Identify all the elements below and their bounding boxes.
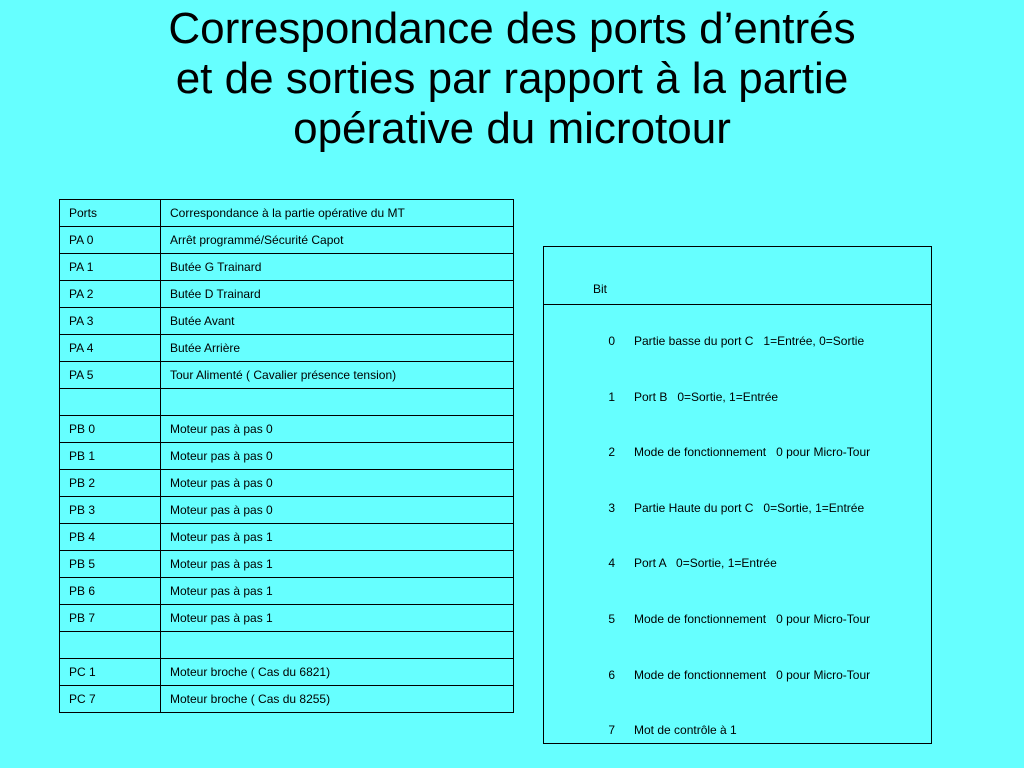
port-cell: PA 1 [60,254,161,281]
bit-description-cell: Partie Haute du port C 0=Sortie, 1=Entrée [634,500,865,515]
bit-description-cell: Partie basse du port C 1=Entrée, 0=Sortie [634,334,865,348]
port-description-cell: Butée Arrière [161,335,514,362]
title-line-2: et de sorties par rapport à la partie [175,54,849,103]
port-cell: PB 7 [60,605,161,632]
ports-header-col1: Ports [60,200,161,227]
table-row [60,605,514,632]
bit-number-cell: 2 [608,445,615,460]
table-row [60,254,514,281]
table-row [60,362,514,389]
port-description-cell: Butée G Trainard [161,254,514,281]
table-row [60,524,514,551]
table-row [544,410,932,466]
port-cell: PC 7 [60,686,161,713]
port-description-cell: Moteur broche ( Cas du 6821) [161,659,514,686]
bit-description-cell: Mode de fonctionnement 0 pour Micro-Tour [634,445,871,460]
table-row [60,281,514,308]
bit-number-cell: 6 [608,667,615,682]
port-cell: PB 6 [60,578,161,605]
table-row [544,465,932,521]
port-description-cell: Butée Avant [161,308,514,335]
table-row [60,443,514,470]
table-row [544,305,932,355]
port-cell: PB 5 [60,551,161,578]
port-description-cell: Moteur broche ( Cas du 8255) [161,686,514,713]
table-row [60,416,514,443]
table-row [544,354,932,410]
table-row [60,578,514,605]
port-description-cell: Moteur pas à pas 0 [161,497,514,524]
bit-number-cell: 3 [608,500,615,515]
bit-description-cell: Mot de contrôle à 1 [634,723,737,738]
bits-header: Bit [544,247,932,305]
table-row [544,632,932,688]
port-cell: PA 4 [60,335,161,362]
table-row [60,227,514,254]
bit-number-cell: 7 [608,723,615,738]
table-row [544,576,932,632]
bits-table-header-row [544,247,932,305]
ports-table-header-row [60,200,514,227]
port-cell: PB 2 [60,470,161,497]
port-description-cell: Moteur pas à pas 0 [161,470,514,497]
port-cell: PB 4 [60,524,161,551]
table-row [544,521,932,577]
table-row [60,335,514,362]
table-row [544,688,932,744]
title-line-3: opérative du microtour [293,104,731,153]
table-row [60,308,514,335]
bit-description-cell: Mode de fonctionnement 0 pour Micro-Tour [634,667,871,682]
table-row [60,686,514,713]
bit-description-cell: Mode de fonctionnement 0 pour Micro-Tour [634,611,871,626]
port-cell [60,389,161,416]
port-cell: PB 0 [60,416,161,443]
port-cell: PA 5 [60,362,161,389]
port-description-cell: Moteur pas à pas 1 [161,551,514,578]
title-line-1: Correspondance des ports d’entrés [168,4,856,53]
port-cell: PA 3 [60,308,161,335]
bit-description-cell: Port A 0=Sortie, 1=Entrée [634,556,777,571]
port-description-cell: Tour Alimenté ( Cavalier présence tension) [161,362,514,389]
bits-table [543,246,932,744]
port-description-cell: Moteur pas à pas 0 [161,416,514,443]
bit-number-cell: 0 [608,334,615,348]
bit-description-cell: Port B 0=Sortie, 1=Entrée [634,389,779,404]
table-row [60,551,514,578]
ports-header-col2: Correspondance à la partie opérative du MT [161,200,514,227]
bit-number-cell: 4 [608,556,615,571]
port-description-cell [161,389,514,416]
port-description-cell: Moteur pas à pas 1 [161,578,514,605]
port-cell: PA 2 [60,281,161,308]
port-description-cell [161,632,514,659]
ports-table [59,199,514,713]
port-cell [60,632,161,659]
table-row [60,632,514,659]
table-row [60,389,514,416]
port-description-cell: Arrêt programmé/Sécurité Capot [161,227,514,254]
port-cell: PC 1 [60,659,161,686]
port-description-cell: Moteur pas à pas 0 [161,443,514,470]
port-cell: PB 1 [60,443,161,470]
port-description-cell: Butée D Trainard [161,281,514,308]
table-row [60,497,514,524]
port-description-cell: Moteur pas à pas 1 [161,524,514,551]
table-row [60,659,514,686]
table-row [60,470,514,497]
port-cell: PA 0 [60,227,161,254]
slide-title [0,4,1024,154]
port-description-cell: Moteur pas à pas 1 [161,605,514,632]
bit-number-cell: 5 [608,611,615,626]
port-cell: PB 3 [60,497,161,524]
bit-number-cell: 1 [608,389,615,404]
